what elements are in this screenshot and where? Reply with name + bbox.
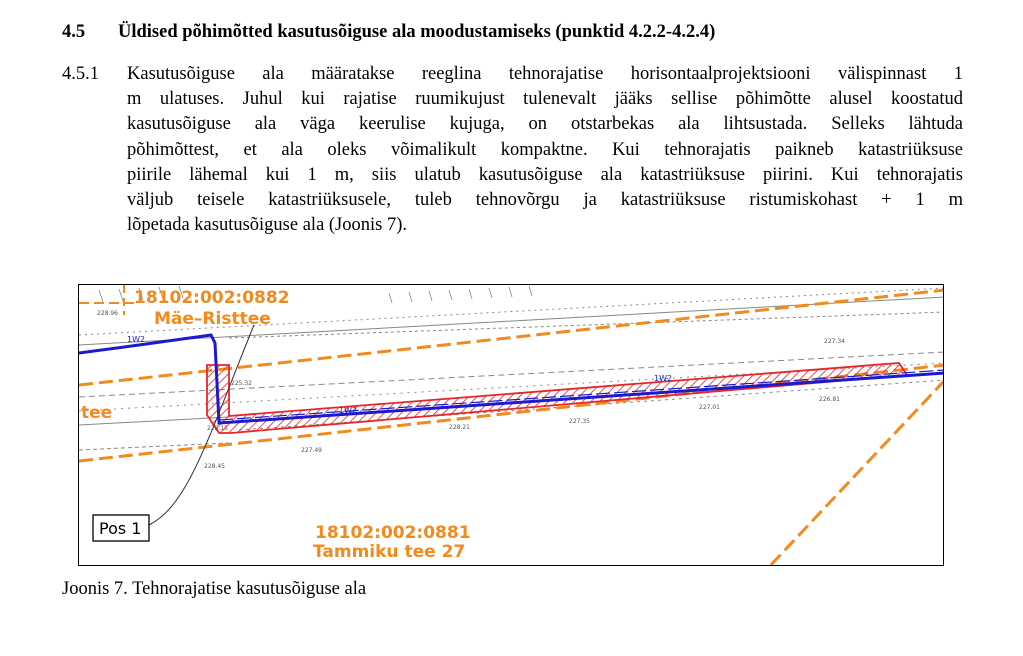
paragraph-line: m ulatuses. Juhul kui rajatise ruumikujust tulenevalt jääks sellise põhimõtte alusel koostatud (127, 89, 963, 110)
map-drawing (79, 285, 944, 566)
elevation-label: 227.35 (569, 418, 590, 425)
pipe-label: 1W2 (127, 335, 146, 344)
paragraph-line: kasutusõiguse ala väga keerulise kujuga, on otstarbekas ala lihtsustada. Selleks lähtuda (127, 114, 963, 135)
elevation-label: 227.01 (699, 404, 720, 411)
paragraph-text (127, 62, 963, 238)
elevation-label: 226.81 (819, 396, 840, 403)
parcel-top-name: Mäe–Risttee (154, 309, 271, 329)
section-title: Üldised põhimõtted kasutusõiguse ala moodustamiseks (punktid 4.2.2-4.2.4) (118, 22, 716, 42)
pipe-label: 1W2 (339, 406, 358, 415)
pos-label: Pos 1 (99, 519, 142, 538)
elevation-label: 228.21 (449, 424, 470, 431)
section-heading (62, 22, 715, 43)
servitude-area (207, 363, 907, 433)
elevation-label: 228.45 (204, 463, 225, 470)
paragraph-number: 4.5.1 (62, 64, 99, 84)
pos-label-box (93, 515, 149, 541)
paragraph-line: lõpetada kasutusõiguse ala (Joonis 7). (127, 215, 408, 236)
paragraph-line: väljub teisele katastriüksusele, tuleb tehnovõrgu ja katastriüksuse ristumiskohast + 1 m (127, 190, 963, 211)
elevation-label: 227.49 (301, 447, 322, 454)
elevation-label: 227.34 (824, 338, 845, 345)
elevation-label: 228.96 (97, 310, 118, 317)
pipe-label: 1W2 (654, 374, 673, 383)
parcel-left-name: tee (81, 403, 113, 423)
parcel-top-id: 18102:002:0882 (134, 288, 290, 308)
parcel-bottom-id: 18102:002:0881 (315, 523, 471, 543)
parcel-bottom-name: Tammiku tee 27 (313, 542, 466, 562)
paragraph-line: põhimõttest, et ala oleks võimalikult kompaktne. Kui tehnorajatis paikneb katastriüksuse (127, 139, 963, 160)
paragraph-line: piirile lähemal kui 1 m, siis ulatub kasutusõiguse ala katastriüksuse piirini. Kui tehnorajatis (127, 164, 963, 185)
figure-map (78, 284, 944, 566)
paragraph-line: Kasutusõiguse ala määratakse reeglina tehnorajatise horisontaalprojektsiooni välispinnast 1 (127, 64, 963, 84)
elevation-label: 225.32 (231, 380, 252, 387)
figure-caption: Joonis 7. Tehnorajatise kasutusõiguse ala (62, 579, 367, 599)
section-number: 4.5 (62, 22, 86, 42)
elevation-label: 228.15 (207, 425, 228, 432)
